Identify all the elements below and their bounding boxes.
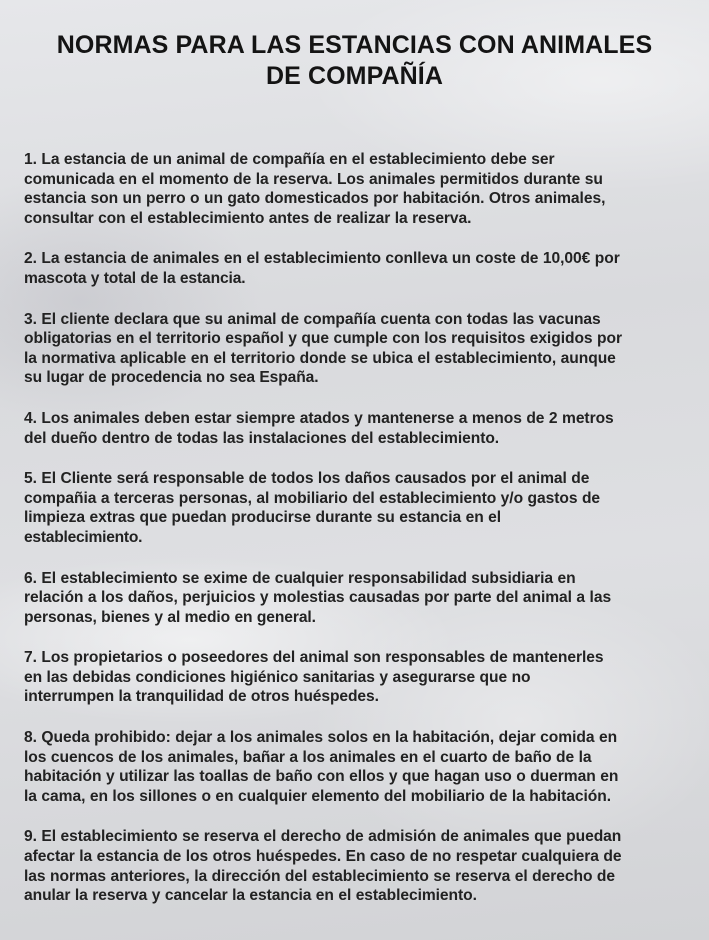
rule-item-3 bbox=[24, 310, 704, 388]
rule-line: en las debidas condiciones higiénico sanitarias y asegurarse que no bbox=[24, 668, 531, 686]
rule-line: 6. El establecimiento se exime de cualquier responsabilidad subsidiaria en bbox=[24, 569, 576, 587]
rule-line: relación a los daños, perjuicios y molestias causadas por parte del animal a las bbox=[24, 589, 612, 607]
rule-item-1 bbox=[24, 150, 704, 228]
rule-line: 5. El Cliente será responsable de todos los daños causados por el animal de bbox=[24, 470, 590, 488]
rule-line: habitación y utilizar las toallas de baño con ellos y que hagan uso o duerman en bbox=[24, 768, 619, 786]
rule-item-7 bbox=[24, 648, 704, 707]
rule-line: 3. El cliente declara que su animal de compañía cuenta con todas las vacunas bbox=[24, 310, 601, 328]
rule-line: estancia son un perro o un gato domesticados por habitación. Otros animales, bbox=[24, 190, 606, 208]
rule-line: la cama, en los sillones o en cualquier elemento del mobiliario de la habitación. bbox=[24, 787, 611, 805]
rule-line: consultar con el establecimiento antes de realizar la reserva. bbox=[24, 209, 472, 227]
rule-line: del dueño dentro de todas las instalaciones del establecimiento. bbox=[24, 429, 500, 447]
rule-line: establecimiento. bbox=[24, 528, 143, 546]
rule-item-4 bbox=[24, 409, 704, 448]
notice-title-line-1: NORMAS PARA LAS ESTANCIAS CON ANIMALES bbox=[56, 31, 653, 59]
rule-line: las normas anteriores, la dirección del establecimiento se reserva el derecho de bbox=[24, 867, 616, 885]
rule-line: mascota y total de la estancia. bbox=[24, 269, 246, 287]
rule-line: limpieza extras que puedan producirse durante su estancia en el bbox=[24, 509, 502, 527]
rule-line: compañia a terceras personas, al mobiliario del establecimiento y/o gastos de bbox=[24, 489, 601, 507]
rule-item-9 bbox=[24, 827, 704, 905]
rule-line: anular la reserva y cancelar la estancia en el establecimiento. bbox=[24, 887, 477, 905]
rule-line: comunicada en el momento de la reserva. Los animales permitidos durante su bbox=[24, 170, 603, 188]
rule-line: interrumpen la tranquilidad de otros huéspedes. bbox=[24, 688, 379, 706]
rule-line: los cuencos de los animales, bañar a los animales en el cuarto de baño de la bbox=[24, 748, 592, 766]
rule-line: 7. Los propietarios o poseedores del animal son responsables de mantenerles bbox=[24, 649, 604, 667]
rule-line: afectar la estancia de los otros huéspedes. En caso de no respetar cualquiera de bbox=[24, 848, 622, 866]
rule-item-2 bbox=[24, 249, 704, 288]
notice-title-line-2: DE COMPAÑÍA bbox=[265, 62, 444, 90]
notice-title bbox=[0, 30, 709, 92]
rule-line: personas, bienes y al medio en general. bbox=[24, 608, 316, 626]
rules-list bbox=[24, 150, 704, 927]
rule-item-5 bbox=[24, 469, 704, 547]
rule-line: la normativa aplicable en el territorio donde se ubica el establecimiento, aunque bbox=[24, 349, 616, 367]
rule-line: 4. Los animales deben estar siempre atados y mantenerse a menos de 2 metros bbox=[24, 409, 614, 427]
rule-item-6 bbox=[24, 569, 704, 628]
rule-line: obligatorias en el territorio español y que cumple con los requisitos exigidos por bbox=[24, 330, 623, 348]
rule-line: 9. El establecimiento se reserva el derecho de admisión de animales que puedan bbox=[24, 828, 622, 846]
rule-line: 8. Queda prohibido: dejar a los animales solos en la habitación, dejar comida en bbox=[24, 729, 618, 747]
rule-item-8 bbox=[24, 728, 704, 806]
rule-line: 2. La estancia de animales en el establecimiento conlleva un coste de 10,00€ por bbox=[24, 250, 620, 268]
rule-line: su lugar de procedencia no sea España. bbox=[24, 369, 319, 387]
rule-line: 1. La estancia de un animal de compañía en el establecimiento debe ser bbox=[24, 151, 555, 168]
